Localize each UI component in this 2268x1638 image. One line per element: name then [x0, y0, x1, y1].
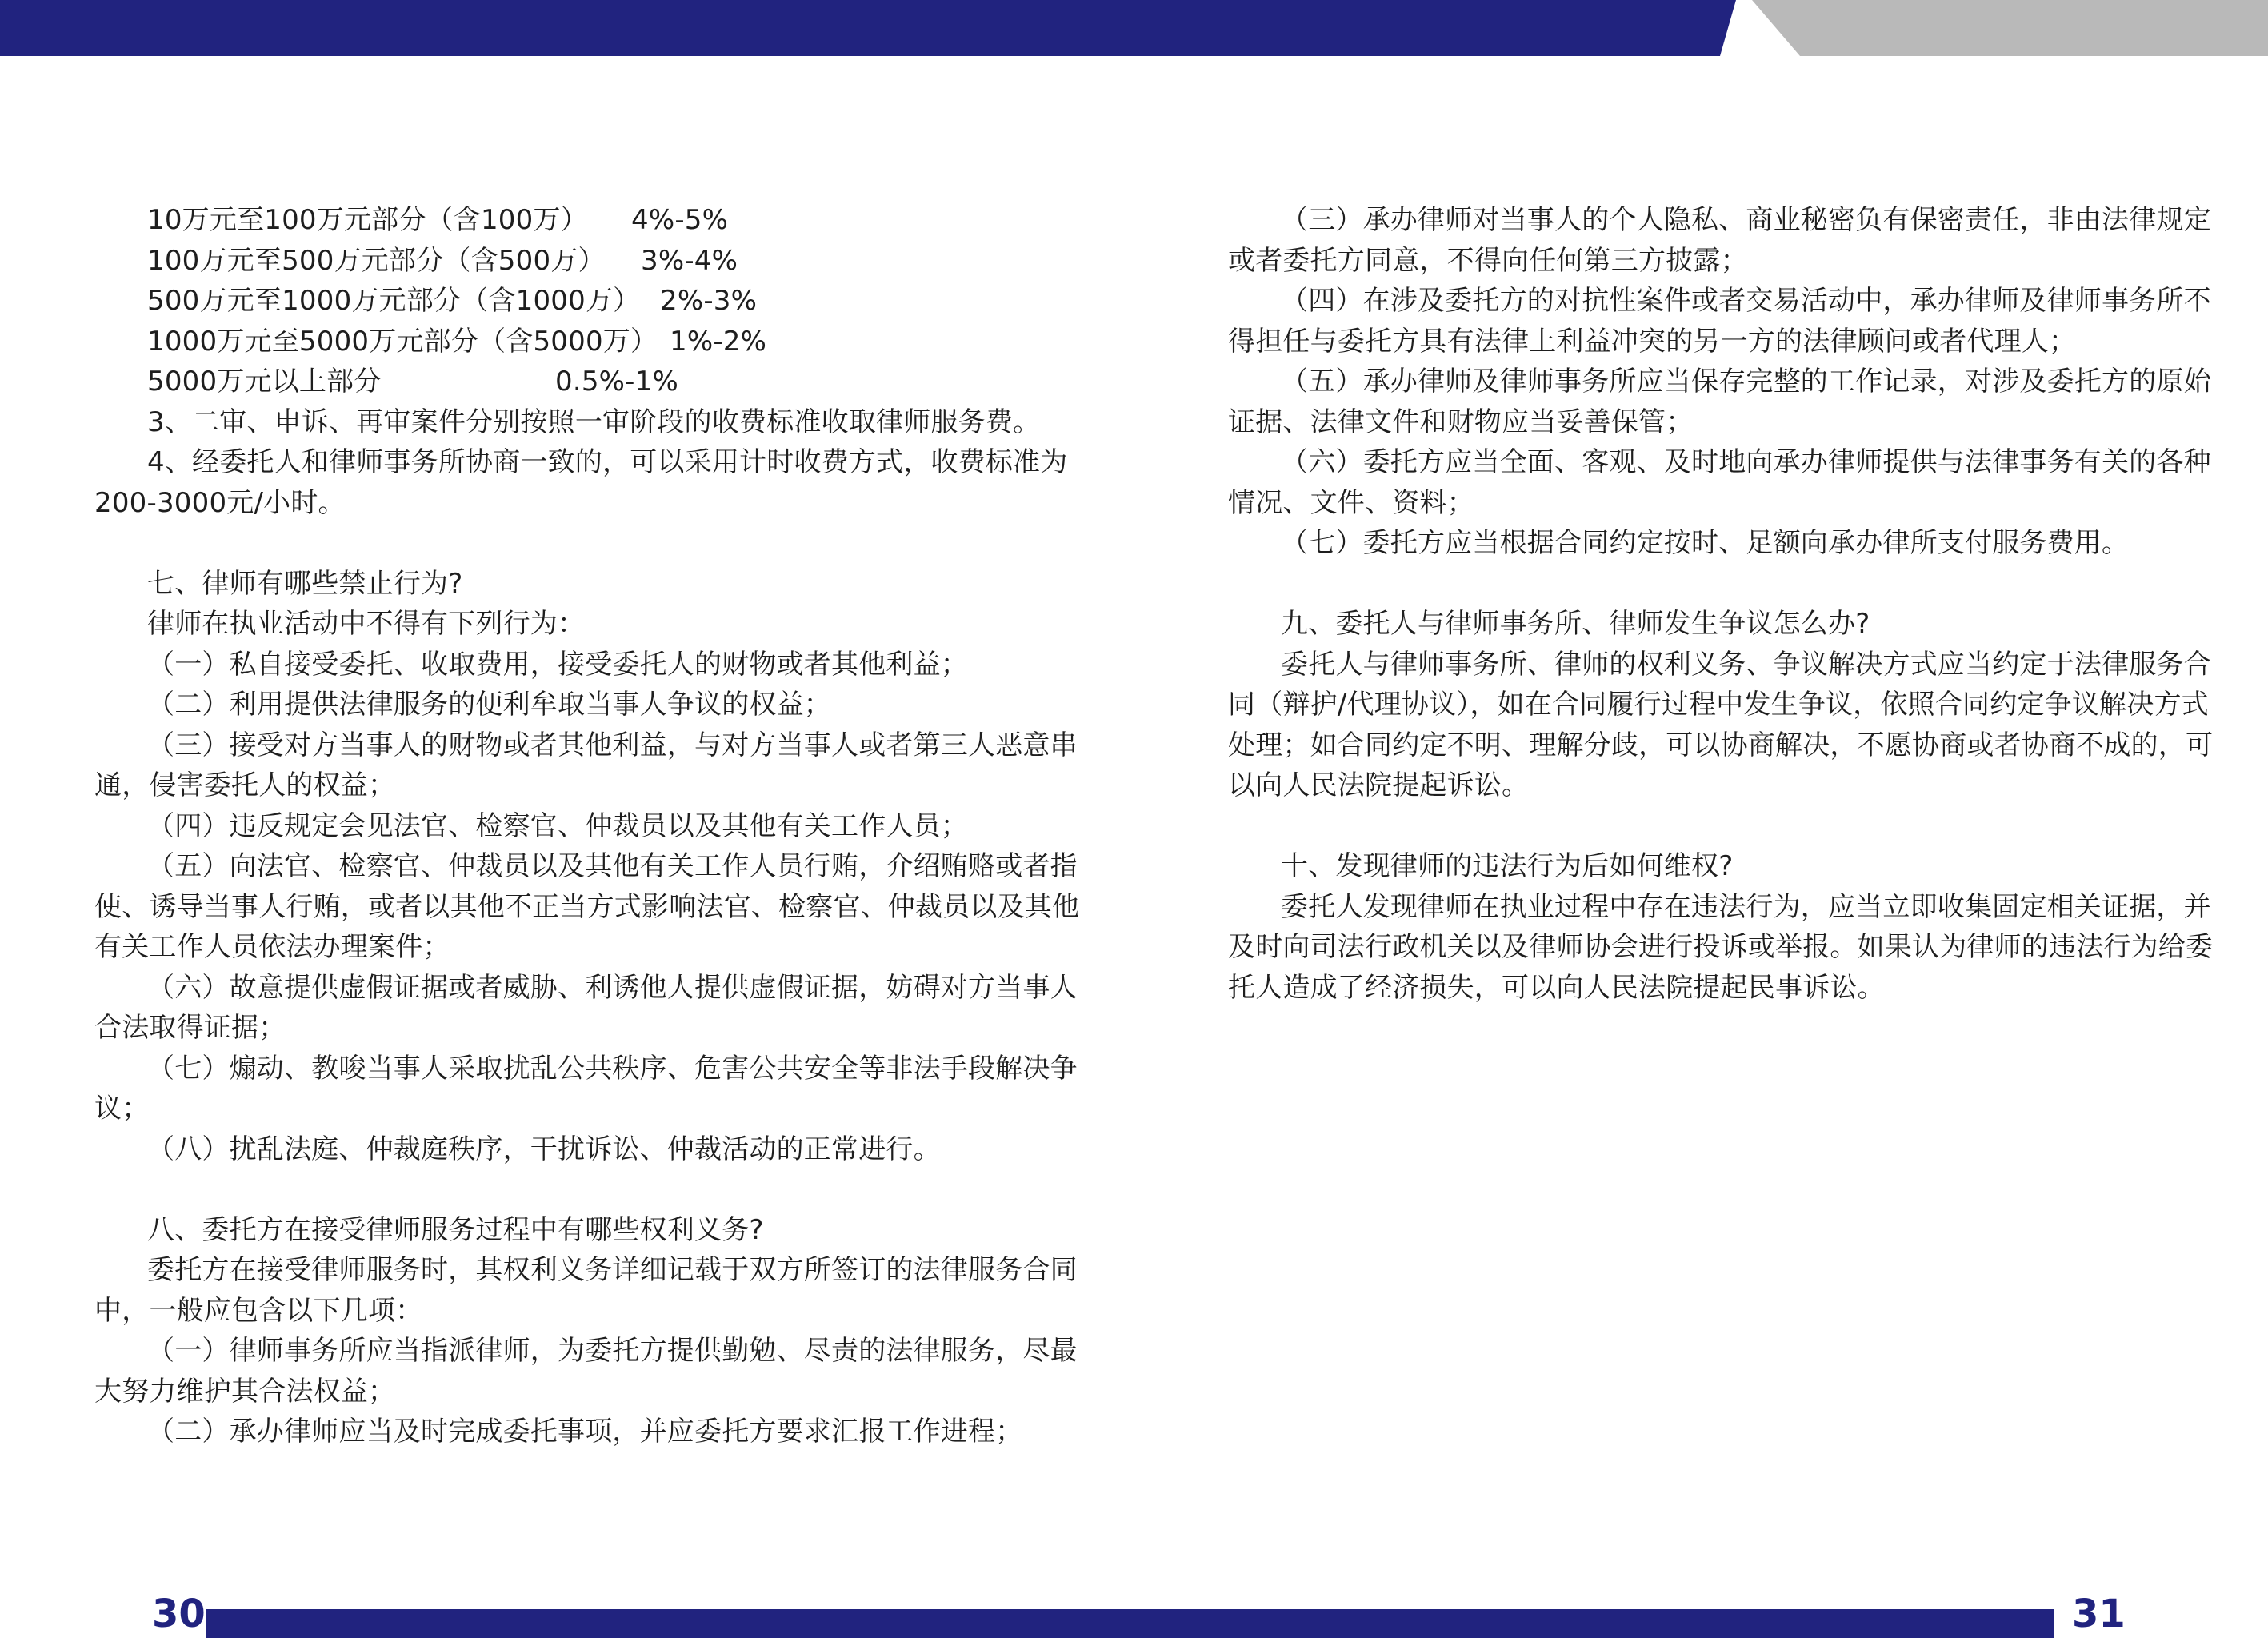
list-item: （七）委托方应当根据合同约定按时、足额向承办律所支付服务费用。	[1281, 527, 2130, 559]
list-item: （一）私自接受委托、收取费用，接受委托人的财物或者其他利益；	[147, 648, 968, 681]
paragraph: 委托人发现律师在执业过程中存在违法行为，应当立即收集固定相关证据，并	[1281, 890, 2211, 923]
header-gray-bar	[1752, 0, 2268, 56]
fee-range-label: 10万元至100万元部分（含100万）	[147, 204, 588, 236]
right-page-column	[1228, 200, 2214, 1008]
list-item: （四）在涉及委托方的对抗性案件或者交易活动中，承办律师及律师事务所不	[1281, 285, 2211, 317]
fee-range-label: 100万元至500万元部分（含500万）	[147, 244, 606, 277]
fee-rate: 4%-5%	[631, 204, 729, 236]
paragraph: 律师在执业活动中不得有下列行为：	[147, 608, 586, 640]
list-item: （三）承办律师对当事人的个人隐私、商业秘密负有保密责任，非由法律规定	[1281, 204, 2211, 236]
fee-row	[94, 362, 1038, 402]
list-item: 合法取得证据；	[94, 1012, 286, 1044]
list-item: （六）委托方应当全面、客观、及时地向承办律师提供与法律事务有关的各种	[1281, 446, 2211, 478]
paragraph: 4、经委托人和律师事务所协商一致的，可以采用计时收费方式，收费标准为	[147, 446, 1068, 478]
fee-row	[94, 200, 1038, 241]
fee-row	[94, 281, 1038, 322]
list-item: （四）违反规定会见法官、检察官、仲裁员以及其他有关工作人员；	[147, 809, 968, 842]
list-item: 情况、文件、资料；	[1228, 486, 1474, 519]
list-item: 有关工作人员依法办理案件；	[94, 931, 450, 963]
page-number-left: 30	[152, 1592, 206, 1636]
paragraph: 同（辩护/代理协议），如在合同履行过程中发生争议，依照合同约定争议解决方式	[1228, 689, 2209, 721]
list-item: （七）煽动、教唆当事人采取扰乱公共秩序、危害公共安全等非法手段解决争	[147, 1052, 1078, 1085]
section-title: 七、律师有哪些禁止行为?	[147, 567, 463, 600]
list-item: 或者委托方同意，不得向任何第三方披露；	[1228, 244, 1748, 277]
paragraph: 委托人与律师事务所、律师的权利义务、争议解决方式应当约定于法律服务合	[1281, 648, 2211, 681]
page-number-right: 31	[2072, 1592, 2126, 1636]
list-item: （三）接受对方当事人的财物或者其他利益，与对方当事人或者第三人恶意串	[147, 729, 1078, 761]
paragraph: 处理；如合同约定不明、理解分歧，可以协商解决，不愿协商或者协商不成的，可	[1228, 729, 2214, 761]
fee-range-label: 1000万元至5000万元部分（含5000万）	[147, 325, 658, 358]
section-title: 八、委托方在接受律师服务过程中有哪些权利义务?	[147, 1213, 764, 1246]
list-item: （二）承办律师应当及时完成委托事项，并应委托方要求汇报工作进程；	[147, 1416, 1023, 1448]
paragraph: 3、二审、申诉、再审案件分别按照一审阶段的收费标准收取律师服务费。	[147, 406, 1041, 438]
fee-row	[94, 322, 1038, 362]
footer-bar	[206, 1609, 2054, 1638]
list-item: 议；	[94, 1093, 150, 1125]
header-blue-bar	[0, 0, 1736, 56]
fee-rate: 2%-3%	[660, 285, 758, 317]
list-item: （五）向法官、检察官、仲裁员以及其他有关工作人员行贿，介绍贿赂或者指	[147, 850, 1078, 882]
list-item: （一）律师事务所应当指派律师，为委托方提供勤勉、尽责的法律服务，尽最	[147, 1335, 1078, 1367]
list-item: （六）故意提供虚假证据或者威胁、利诱他人提供虚假证据，妨碍对方当事人	[147, 971, 1078, 1004]
section-title: 九、委托人与律师事务所、律师发生争议怎么办?	[1281, 608, 1870, 640]
fee-range-label: 500万元至1000万元部分（含1000万）	[147, 285, 641, 317]
section-title: 十、发现律师的违法行为后如何维权?	[1281, 850, 1734, 882]
list-item: （五）承办律师及律师事务所应当保存完整的工作记录，对涉及委托方的原始	[1281, 366, 2211, 398]
list-item: （八）扰乱法庭、仲裁庭秩序，干扰诉讼、仲裁活动的正常进行。	[147, 1133, 941, 1165]
paragraph: 以向人民法院提起诉讼。	[1228, 769, 1530, 801]
fee-rate: 1%-2%	[670, 325, 767, 358]
list-item: 使、诱导当事人行贿，或者以其他不正当方式影响法官、检察官、仲裁员以及其他	[94, 890, 1080, 923]
paragraph: 中，一般应包含以下几项：	[94, 1294, 423, 1327]
list-item: 证据、法律文件和财物应当妥善保管；	[1228, 406, 1694, 438]
list-item: （二）利用提供法律服务的便利牟取当事人争议的权益；	[147, 689, 831, 721]
list-item: 大努力维护其合法权益；	[94, 1375, 396, 1408]
paragraph: 及时向司法行政机关以及律师协会进行投诉或举报。如果认为律师的违法行为给委	[1228, 931, 2214, 963]
fee-row	[94, 241, 1038, 282]
left-page-column	[94, 200, 1080, 1452]
list-item: 通，侵害委托人的权益；	[94, 769, 396, 801]
paragraph: 委托方在接受律师服务时，其权利义务详细记载于双方所签订的法律服务合同	[147, 1254, 1078, 1286]
fee-rate: 3%-4%	[641, 244, 738, 277]
paragraph: 200-3000元/小时。	[94, 486, 346, 519]
paragraph: 托人造成了经济损失，可以向人民法院提起民事诉讼。	[1228, 971, 1885, 1004]
fee-range-label: 5000万元以上部分	[147, 366, 382, 398]
fee-rate: 0.5%-1%	[555, 366, 678, 398]
list-item: 得担任与委托方具有法律上利益冲突的另一方的法律顾问或者代理人；	[1228, 325, 2077, 358]
